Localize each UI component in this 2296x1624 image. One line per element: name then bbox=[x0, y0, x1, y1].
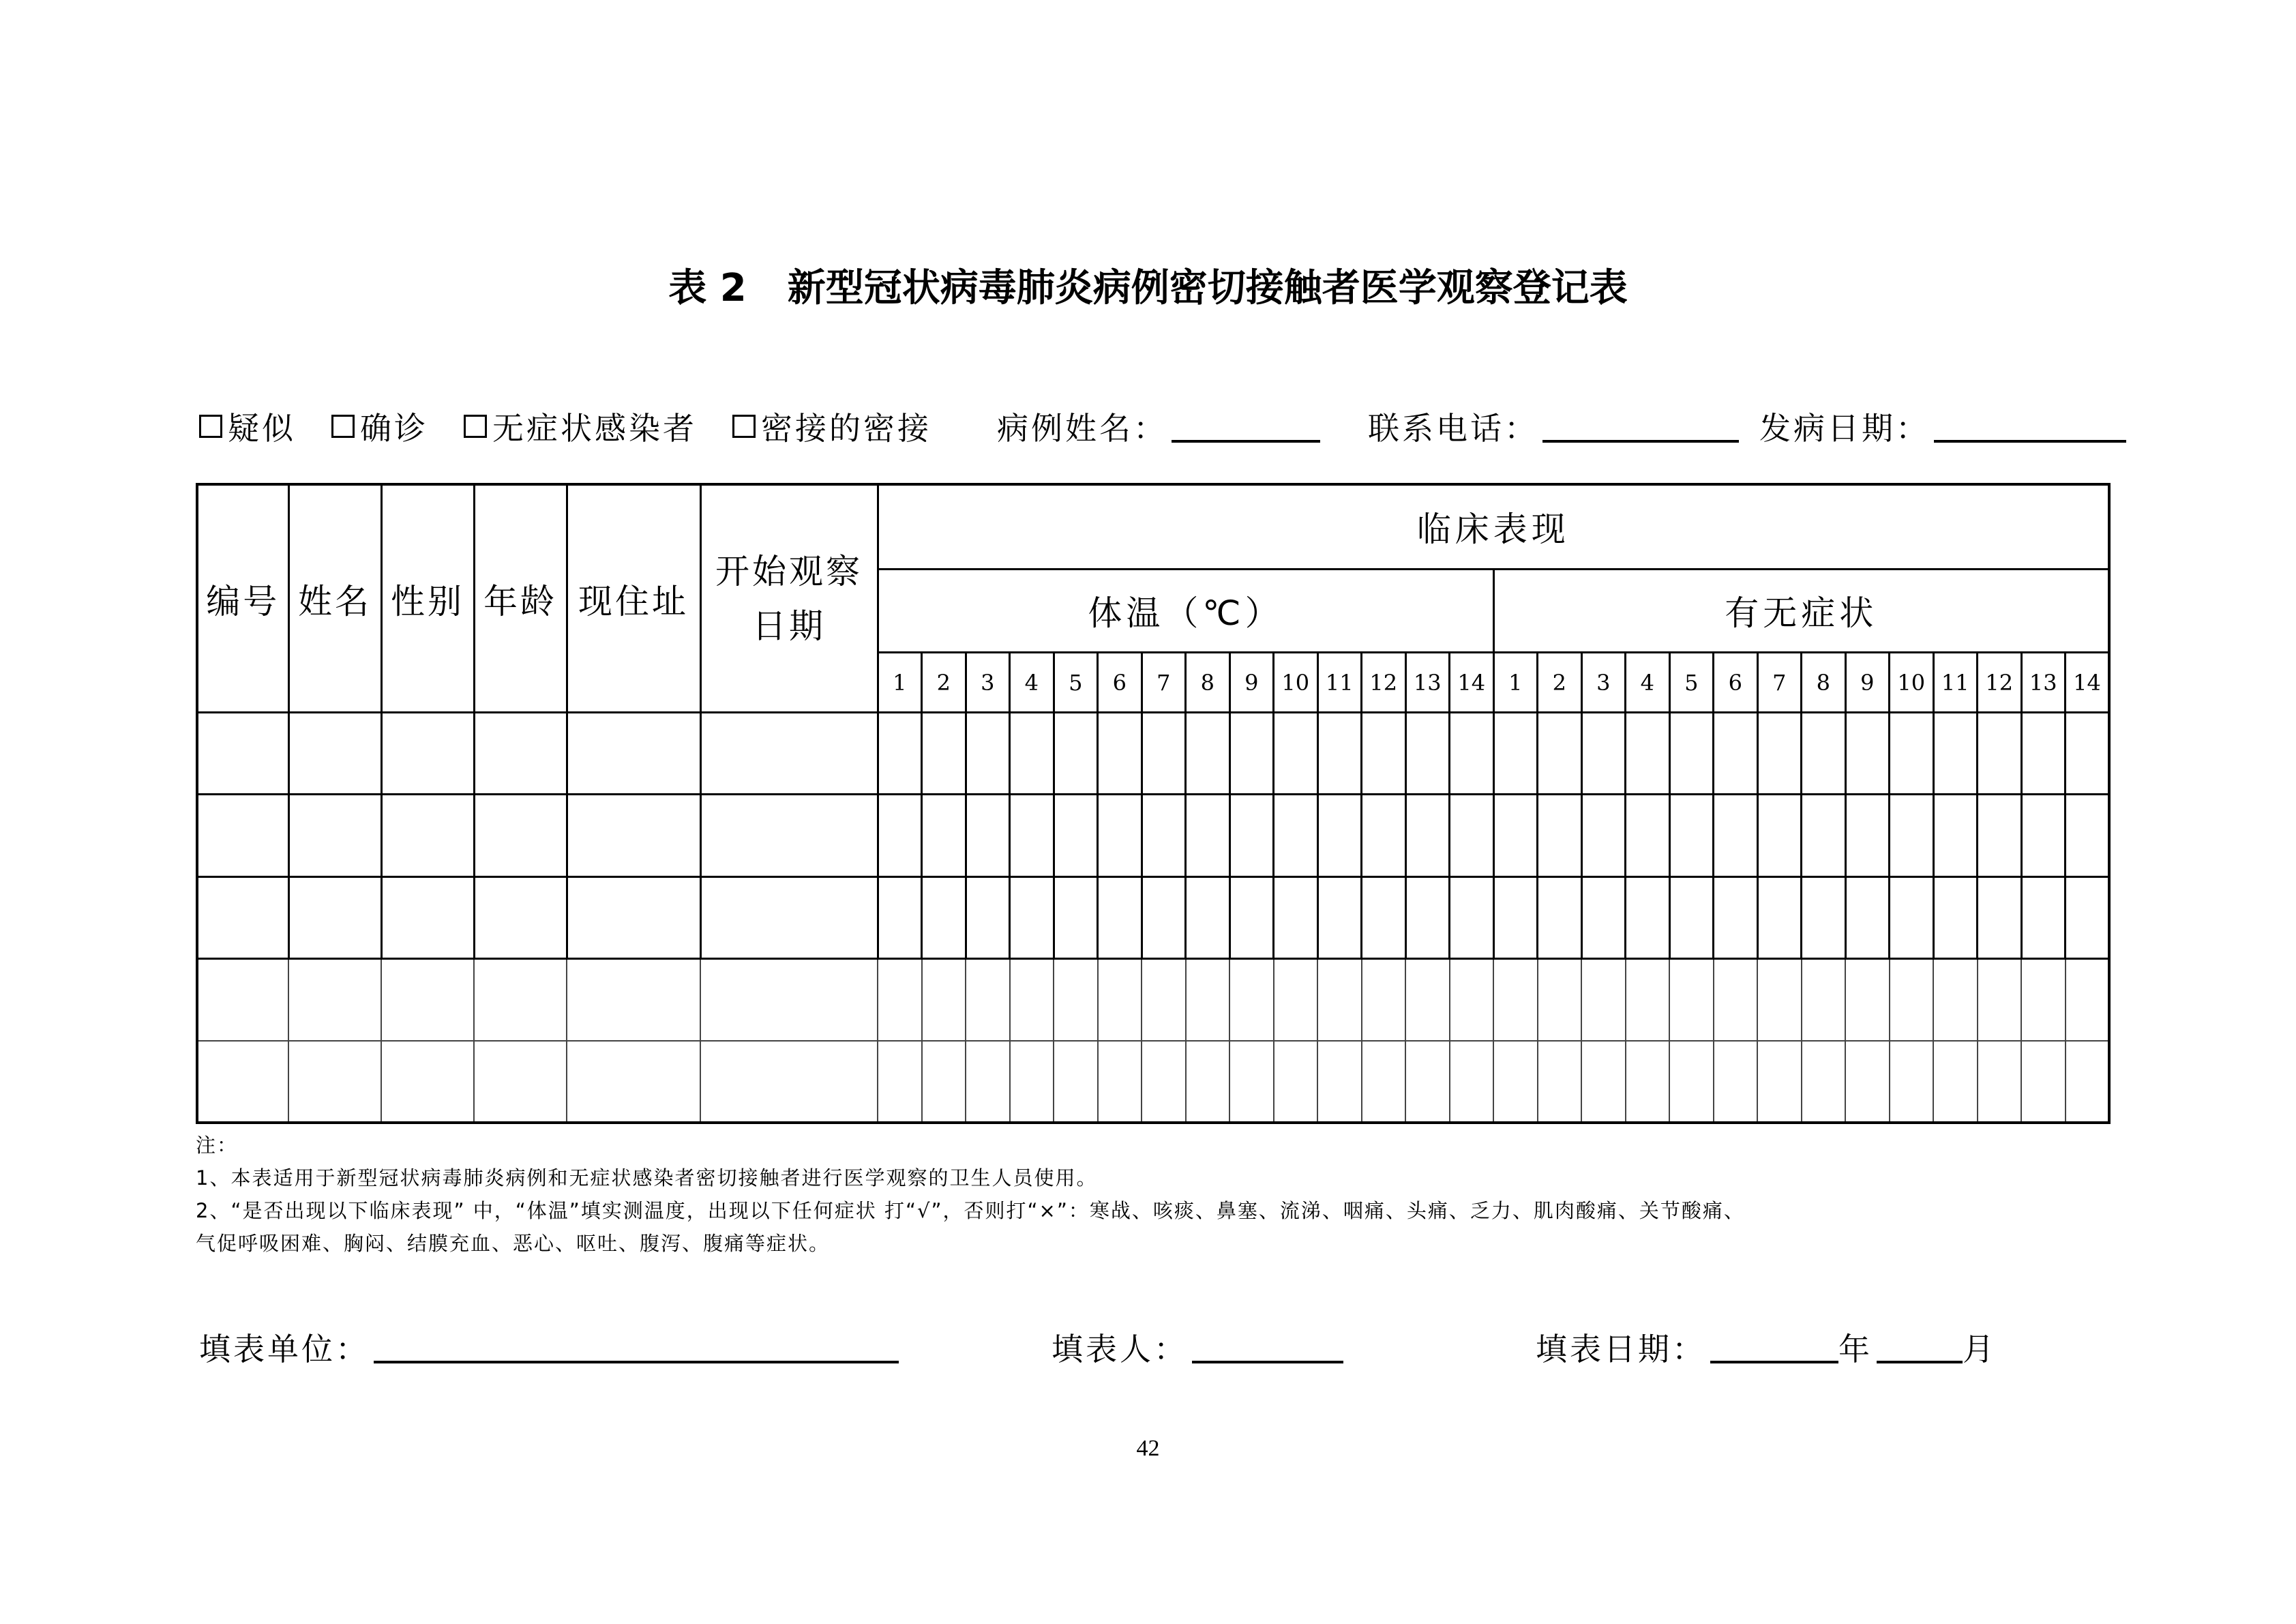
table-cell[interactable] bbox=[197, 1041, 288, 1123]
table-cell[interactable] bbox=[1186, 958, 1230, 1040]
checkbox-confirmed[interactable]: 确诊 bbox=[331, 404, 428, 449]
symptom-day-9: 9 bbox=[1845, 653, 1890, 713]
table-cell[interactable] bbox=[1186, 795, 1230, 876]
table-cell[interactable] bbox=[1317, 958, 1362, 1040]
table-cell[interactable] bbox=[381, 958, 474, 1040]
table-cell[interactable] bbox=[1581, 795, 1626, 876]
table-cell[interactable] bbox=[1274, 1041, 1318, 1123]
header-clinical: 临床表现 bbox=[878, 484, 2109, 569]
table-cell[interactable] bbox=[1626, 1041, 1670, 1123]
table-cell[interactable] bbox=[1186, 876, 1230, 958]
table-row bbox=[197, 713, 2109, 795]
table-cell[interactable] bbox=[1274, 713, 1318, 795]
table-cell[interactable] bbox=[1538, 713, 1582, 795]
filler-field bbox=[1052, 1325, 1343, 1370]
table-cell[interactable] bbox=[474, 876, 567, 958]
table-cell[interactable] bbox=[381, 713, 474, 795]
checkbox-icon bbox=[732, 415, 756, 438]
table-cell[interactable] bbox=[922, 713, 966, 795]
table-cell[interactable] bbox=[1626, 713, 1670, 795]
temp-day-12: 12 bbox=[1362, 653, 1406, 713]
table-cell[interactable] bbox=[2021, 1041, 2066, 1123]
table-cell[interactable] bbox=[966, 795, 1010, 876]
table-cell[interactable] bbox=[1538, 876, 1582, 958]
table-cell[interactable] bbox=[1274, 958, 1318, 1040]
table-cell[interactable] bbox=[1538, 795, 1582, 876]
table-cell[interactable] bbox=[1229, 795, 1274, 876]
table-cell[interactable] bbox=[381, 876, 474, 958]
table-cell[interactable] bbox=[1010, 795, 1054, 876]
table-cell[interactable] bbox=[1229, 876, 1274, 958]
symptom-day-1: 1 bbox=[1493, 653, 1538, 713]
table-row bbox=[197, 795, 2109, 876]
table-cell[interactable] bbox=[1802, 795, 1846, 876]
table-cell[interactable] bbox=[1802, 713, 1846, 795]
table-cell[interactable] bbox=[1669, 876, 1714, 958]
phone-field bbox=[1368, 404, 1739, 449]
table-cell[interactable] bbox=[1714, 713, 1758, 795]
table-cell[interactable] bbox=[1890, 713, 1934, 795]
fill-unit-input[interactable] bbox=[374, 1331, 899, 1363]
table-row bbox=[197, 1041, 2109, 1123]
header-temperature: 体温（℃） bbox=[878, 569, 1493, 652]
table-cell[interactable] bbox=[1581, 713, 1626, 795]
table-header bbox=[197, 484, 2109, 713]
table-cell[interactable] bbox=[1626, 958, 1670, 1040]
table-cell[interactable] bbox=[2066, 1041, 2110, 1123]
table-cell[interactable] bbox=[878, 795, 922, 876]
table-cell[interactable] bbox=[878, 713, 922, 795]
fill-unit-label: 填表单位： bbox=[199, 1331, 370, 1368]
table-cell[interactable] bbox=[1493, 795, 1538, 876]
table-cell[interactable] bbox=[1317, 1041, 1362, 1123]
table-cell[interactable] bbox=[966, 958, 1010, 1040]
header-id: 编号 bbox=[197, 484, 288, 713]
table-cell[interactable] bbox=[1845, 958, 1890, 1040]
table-cell[interactable] bbox=[381, 1041, 474, 1123]
table-cell[interactable] bbox=[1405, 958, 1450, 1040]
table-cell[interactable] bbox=[1229, 958, 1274, 1040]
symptom-day-4: 4 bbox=[1626, 653, 1670, 713]
temp-day-8: 8 bbox=[1186, 653, 1230, 713]
header-symptoms: 有无症状 bbox=[1493, 569, 2109, 652]
table-cell[interactable] bbox=[966, 713, 1010, 795]
symptom-day-12: 12 bbox=[1978, 653, 2022, 713]
symptom-day-2: 2 bbox=[1538, 653, 1582, 713]
temp-day-2: 2 bbox=[922, 653, 966, 713]
temp-day-11: 11 bbox=[1317, 653, 1362, 713]
table-cell[interactable] bbox=[288, 876, 381, 958]
symptom-day-11: 11 bbox=[1933, 653, 1978, 713]
year-label: 年 bbox=[1838, 1331, 1873, 1368]
temp-day-6: 6 bbox=[1098, 653, 1142, 713]
table-cell[interactable] bbox=[2021, 795, 2066, 876]
table-cell[interactable] bbox=[1933, 958, 1978, 1040]
table-cell[interactable] bbox=[1757, 958, 1802, 1040]
table-cell[interactable] bbox=[1714, 1041, 1758, 1123]
table-cell[interactable] bbox=[288, 713, 381, 795]
checkbox-icon bbox=[199, 415, 222, 438]
table-cell[interactable] bbox=[1450, 713, 1494, 795]
table-cell[interactable] bbox=[567, 713, 700, 795]
table-cell[interactable] bbox=[1538, 958, 1582, 1040]
checkbox-icon bbox=[464, 415, 487, 438]
table-cell[interactable] bbox=[1802, 958, 1846, 1040]
table-cell[interactable] bbox=[1142, 876, 1186, 958]
table-title-text: 新型冠状病毒肺炎病例密切接触者医学观察登记表 bbox=[787, 266, 1628, 310]
table-cell[interactable] bbox=[1142, 958, 1186, 1040]
table-cell[interactable] bbox=[1493, 876, 1538, 958]
table-cell[interactable] bbox=[1933, 876, 1978, 958]
fill-date-label: 填表日期： bbox=[1536, 1331, 1706, 1368]
table-row bbox=[197, 958, 2109, 1040]
temp-day-7: 7 bbox=[1142, 653, 1186, 713]
table-cell[interactable] bbox=[1405, 713, 1450, 795]
table-cell[interactable] bbox=[1714, 795, 1758, 876]
table-row bbox=[197, 876, 2109, 958]
table-cell[interactable] bbox=[288, 1041, 381, 1123]
table-cell[interactable] bbox=[1054, 795, 1098, 876]
table-cell[interactable] bbox=[288, 958, 381, 1040]
table-cell[interactable] bbox=[197, 713, 288, 795]
table-cell[interactable] bbox=[1538, 1041, 1582, 1123]
table-cell[interactable] bbox=[1098, 958, 1142, 1040]
onset-date-label: 发病日期： bbox=[1759, 410, 1930, 447]
table-cell[interactable] bbox=[1933, 1041, 1978, 1123]
table-cell[interactable] bbox=[1362, 713, 1406, 795]
table-cell[interactable] bbox=[1362, 958, 1406, 1040]
fill-year-input[interactable] bbox=[1710, 1331, 1838, 1363]
table-cell[interactable] bbox=[1362, 795, 1406, 876]
case-name-field bbox=[997, 404, 1320, 449]
table-cell[interactable] bbox=[1405, 795, 1450, 876]
table-cell[interactable] bbox=[1757, 1041, 1802, 1123]
table-cell[interactable] bbox=[922, 958, 966, 1040]
notes bbox=[196, 1129, 2105, 1260]
table-cell[interactable] bbox=[922, 795, 966, 876]
temp-day-13: 13 bbox=[1405, 653, 1450, 713]
table-cell[interactable] bbox=[1581, 1041, 1626, 1123]
table-cell[interactable] bbox=[567, 958, 700, 1040]
table-cell[interactable] bbox=[1405, 1041, 1450, 1123]
table-cell[interactable] bbox=[1757, 876, 1802, 958]
symptom-day-6: 6 bbox=[1714, 653, 1758, 713]
table-cell[interactable] bbox=[1802, 876, 1846, 958]
checkbox-suspected[interactable]: 疑似 bbox=[199, 404, 296, 449]
temp-day-3: 3 bbox=[966, 653, 1010, 713]
table-cell[interactable] bbox=[2066, 795, 2110, 876]
table-cell[interactable] bbox=[922, 1041, 966, 1123]
table-cell[interactable] bbox=[1450, 958, 1494, 1040]
page-number: 42 bbox=[1136, 1436, 1160, 1461]
case-name-input[interactable] bbox=[1172, 410, 1320, 443]
table-cell[interactable] bbox=[1890, 1041, 1934, 1123]
table-cell[interactable] bbox=[1669, 1041, 1714, 1123]
table-cell[interactable] bbox=[1098, 876, 1142, 958]
table-cell[interactable] bbox=[1142, 795, 1186, 876]
table-cell[interactable] bbox=[1274, 876, 1318, 958]
table-cell[interactable] bbox=[1450, 1041, 1494, 1123]
table-cell[interactable] bbox=[1669, 958, 1714, 1040]
footer bbox=[199, 1325, 2095, 1372]
table-cell[interactable] bbox=[1802, 1041, 1846, 1123]
table-cell[interactable] bbox=[1757, 795, 1802, 876]
category-row bbox=[199, 402, 2126, 450]
table-cell[interactable] bbox=[700, 958, 878, 1040]
table-cell[interactable] bbox=[1493, 958, 1538, 1040]
table-cell[interactable] bbox=[1054, 1041, 1098, 1123]
table-cell[interactable] bbox=[1978, 958, 2022, 1040]
temp-day-9: 9 bbox=[1229, 653, 1274, 713]
checkbox-icon bbox=[331, 415, 355, 438]
table-cell[interactable] bbox=[474, 713, 567, 795]
table-cell[interactable] bbox=[878, 1041, 922, 1123]
onset-date-field bbox=[1759, 404, 2126, 449]
table-cell[interactable] bbox=[1933, 795, 1978, 876]
note-item-2-line2: 气促呼吸困难、胸闷、结膜充血、恶心、呕吐、腹泻、腹痛等症状。 bbox=[196, 1232, 831, 1255]
table-cell[interactable] bbox=[1010, 1041, 1054, 1123]
table-cell[interactable] bbox=[288, 795, 381, 876]
table-cell[interactable] bbox=[1581, 876, 1626, 958]
table-cell[interactable] bbox=[1098, 713, 1142, 795]
table-cell[interactable] bbox=[2021, 958, 2066, 1040]
table-cell[interactable] bbox=[1845, 713, 1890, 795]
table-cell[interactable] bbox=[381, 795, 474, 876]
table-cell[interactable] bbox=[1493, 713, 1538, 795]
temp-day-14: 14 bbox=[1450, 653, 1494, 713]
table-cell[interactable] bbox=[2066, 958, 2110, 1040]
table-cell[interactable] bbox=[197, 958, 288, 1040]
table-cell[interactable] bbox=[1978, 713, 2022, 795]
table-cell[interactable] bbox=[1978, 876, 2022, 958]
table-cell[interactable] bbox=[966, 876, 1010, 958]
table-cell[interactable] bbox=[966, 1041, 1010, 1123]
table-cell[interactable] bbox=[2021, 713, 2066, 795]
header-start-date bbox=[700, 484, 878, 713]
table-cell[interactable] bbox=[1626, 876, 1670, 958]
table-cell[interactable] bbox=[1714, 958, 1758, 1040]
note-item-1: 1、本表适用于新型冠状病毒肺炎病例和无症状感染者密切接触者进行医学观察的卫生人员使用。 bbox=[196, 1166, 1098, 1190]
table-cell[interactable] bbox=[1362, 876, 1406, 958]
table-cell[interactable] bbox=[1142, 1041, 1186, 1123]
fill-month-input[interactable] bbox=[1877, 1331, 1963, 1363]
table-cell[interactable] bbox=[1845, 1041, 1890, 1123]
table-cell[interactable] bbox=[878, 958, 922, 1040]
header-address: 现住址 bbox=[567, 484, 700, 713]
table-cell[interactable] bbox=[878, 876, 922, 958]
observation-table bbox=[196, 483, 2111, 1124]
table-cell[interactable] bbox=[700, 1041, 878, 1123]
table-cell[interactable] bbox=[1933, 713, 1978, 795]
table-cell[interactable] bbox=[1845, 795, 1890, 876]
table-cell[interactable] bbox=[1274, 795, 1318, 876]
table-cell[interactable] bbox=[1890, 795, 1934, 876]
table-cell[interactable] bbox=[1054, 876, 1098, 958]
table-cell[interactable] bbox=[1317, 795, 1362, 876]
table-cell[interactable] bbox=[567, 876, 700, 958]
table-cell[interactable] bbox=[1978, 795, 2022, 876]
table-cell[interactable] bbox=[1362, 1041, 1406, 1123]
symptom-day-3: 3 bbox=[1581, 653, 1626, 713]
table-cell[interactable] bbox=[474, 795, 567, 876]
temp-day-1: 1 bbox=[878, 653, 922, 713]
table-cell[interactable] bbox=[2021, 876, 2066, 958]
checkbox-secondary-contact[interactable]: 密接的密接 bbox=[732, 404, 931, 449]
table-cell[interactable] bbox=[474, 1041, 567, 1123]
temp-day-5: 5 bbox=[1054, 653, 1098, 713]
page-title bbox=[0, 258, 2296, 312]
header-start-date-line1: 开始观察 bbox=[715, 551, 863, 591]
table-cell[interactable] bbox=[1054, 958, 1098, 1040]
temp-day-4: 4 bbox=[1010, 653, 1054, 713]
phone-label: 联系电话： bbox=[1368, 410, 1538, 447]
fill-unit-field bbox=[199, 1325, 899, 1370]
table-cell[interactable] bbox=[700, 795, 878, 876]
table-cell[interactable] bbox=[1581, 958, 1626, 1040]
symptom-day-7: 7 bbox=[1757, 653, 1802, 713]
table-cell[interactable] bbox=[1405, 876, 1450, 958]
table-cell[interactable] bbox=[1010, 876, 1054, 958]
table-cell[interactable] bbox=[1493, 1041, 1538, 1123]
table-cell[interactable] bbox=[567, 795, 700, 876]
filler-input[interactable] bbox=[1192, 1331, 1343, 1363]
table-cell[interactable] bbox=[1186, 1041, 1230, 1123]
month-label: 月 bbox=[1963, 1331, 1997, 1368]
table-cell[interactable] bbox=[700, 713, 878, 795]
checkbox-asymptomatic[interactable]: 无症状感染者 bbox=[464, 404, 697, 449]
table-cell[interactable] bbox=[1142, 713, 1186, 795]
header-age: 年龄 bbox=[474, 484, 567, 713]
onset-date-input[interactable] bbox=[1934, 410, 2126, 443]
table-cell[interactable] bbox=[1626, 795, 1670, 876]
symptom-day-13: 13 bbox=[2021, 653, 2066, 713]
table-cell[interactable] bbox=[1450, 876, 1494, 958]
table-cell[interactable] bbox=[474, 958, 567, 1040]
table-cell[interactable] bbox=[567, 1041, 700, 1123]
table-cell[interactable] bbox=[1317, 876, 1362, 958]
table-cell[interactable] bbox=[1186, 713, 1230, 795]
table-cell[interactable] bbox=[1317, 713, 1362, 795]
table-cell[interactable] bbox=[2066, 713, 2110, 795]
fill-date-field bbox=[1536, 1325, 1997, 1370]
symptom-day-8: 8 bbox=[1802, 653, 1846, 713]
table-cell[interactable] bbox=[1669, 713, 1714, 795]
table-cell[interactable] bbox=[1054, 713, 1098, 795]
phone-input[interactable] bbox=[1542, 410, 1739, 443]
table-cell[interactable] bbox=[1669, 795, 1714, 876]
filler-label: 填表人： bbox=[1052, 1331, 1188, 1368]
case-name-label: 病例姓名： bbox=[997, 410, 1167, 447]
table-cell[interactable] bbox=[1890, 958, 1934, 1040]
table-cell[interactable] bbox=[1229, 713, 1274, 795]
table-cell[interactable] bbox=[1845, 876, 1890, 958]
table-cell[interactable] bbox=[922, 876, 966, 958]
table-cell[interactable] bbox=[197, 876, 288, 958]
note-item-2-line1: 2、“是否出现以下临床表现” 中，“体温”填实测温度，出现以下任何症状 打“√”，否则打“×”：寒战、咳痰、鼻塞、流涕、咽痛、头痛、乏力、肌肉酸痛、关节酸痛、 bbox=[196, 1199, 1745, 1222]
header-name: 姓名 bbox=[288, 484, 381, 713]
header-start-date-line2: 日期 bbox=[752, 606, 826, 646]
symptom-day-5: 5 bbox=[1669, 653, 1714, 713]
table-number: 表 2 bbox=[668, 266, 747, 310]
table-cell[interactable] bbox=[1714, 876, 1758, 958]
table-cell[interactable] bbox=[1098, 1041, 1142, 1123]
symptom-day-14: 14 bbox=[2066, 653, 2110, 713]
table-cell[interactable] bbox=[700, 876, 878, 958]
notes-heading: 注： bbox=[196, 1134, 239, 1157]
table-cell[interactable] bbox=[2066, 876, 2110, 958]
table-cell[interactable] bbox=[1450, 795, 1494, 876]
symptom-day-10: 10 bbox=[1890, 653, 1934, 713]
table-cell[interactable] bbox=[1890, 876, 1934, 958]
table-cell[interactable] bbox=[197, 795, 288, 876]
temp-day-10: 10 bbox=[1274, 653, 1318, 713]
table-cell[interactable] bbox=[1229, 1041, 1274, 1123]
table-cell[interactable] bbox=[1978, 1041, 2022, 1123]
table-cell[interactable] bbox=[1757, 713, 1802, 795]
table-cell[interactable] bbox=[1010, 713, 1054, 795]
table-cell[interactable] bbox=[1010, 958, 1054, 1040]
header-sex: 性别 bbox=[381, 484, 474, 713]
table-body bbox=[197, 713, 2109, 1123]
table-cell[interactable] bbox=[1098, 795, 1142, 876]
